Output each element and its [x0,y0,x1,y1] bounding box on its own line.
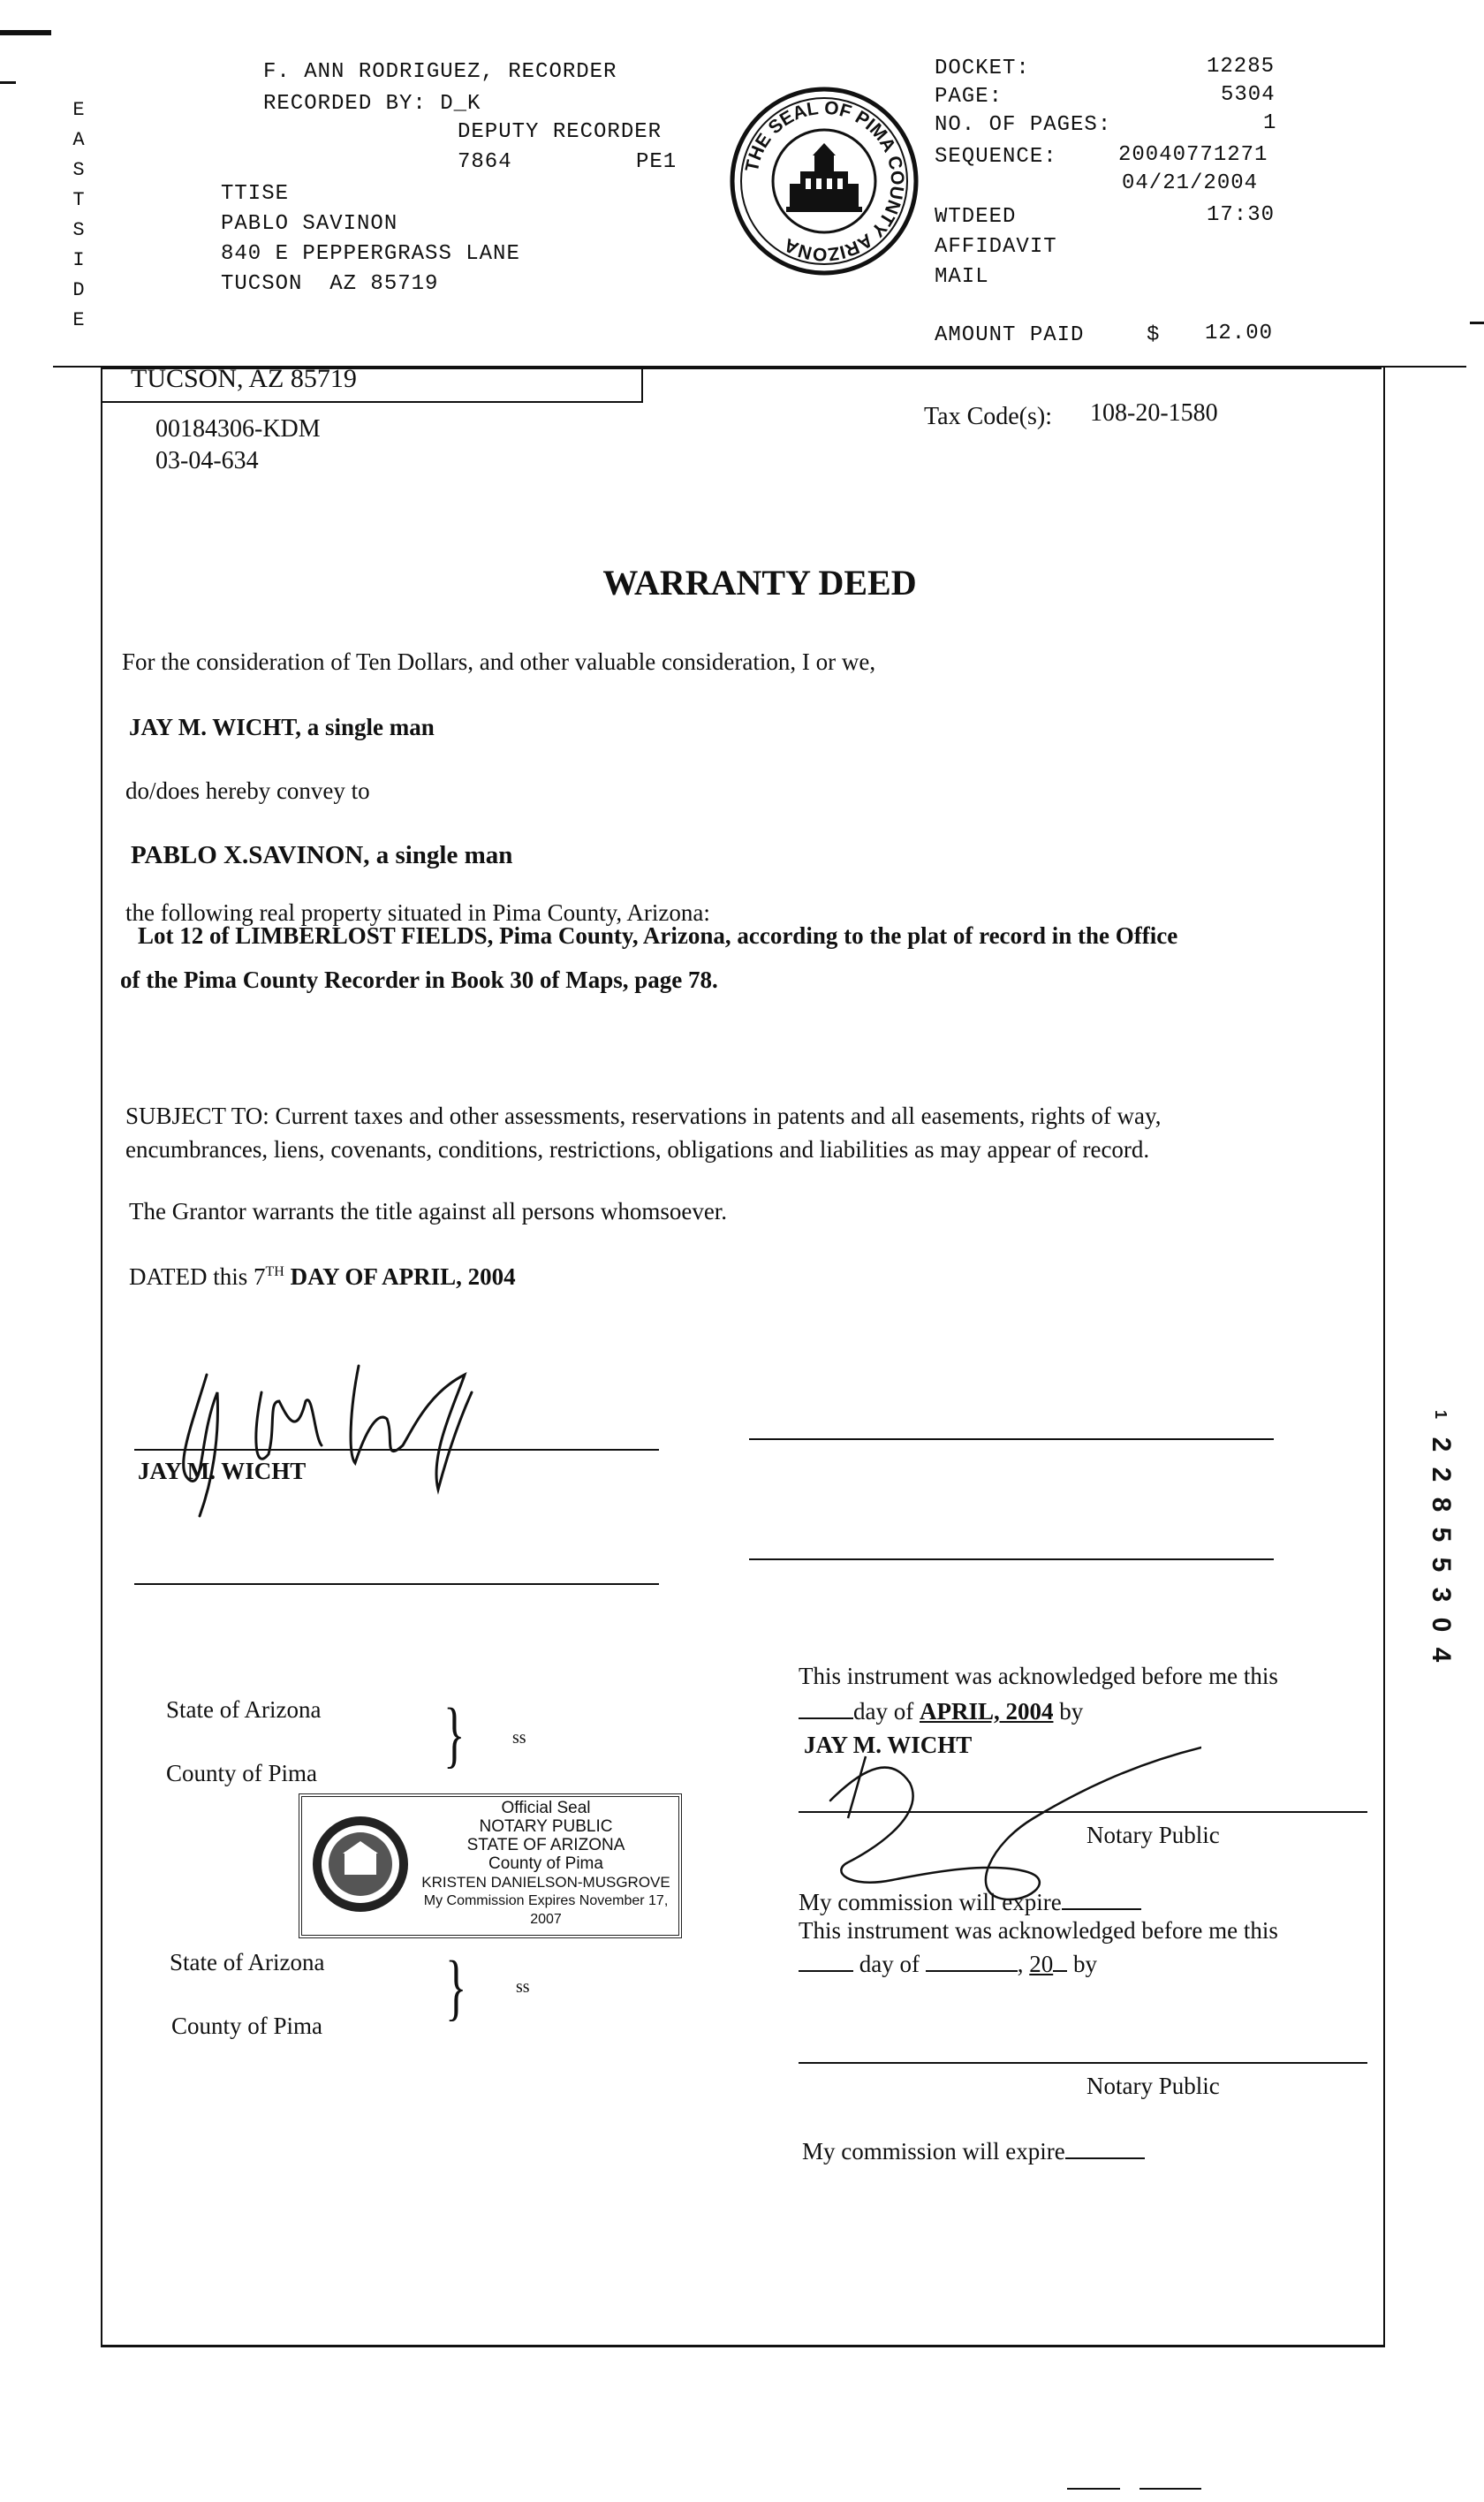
consideration-text: For the consideration of Ten Dollars, and other valuable consideration, I or we, [122,648,876,675]
stamp-lines [417,1799,675,1929]
ack-day-label: day of [853,1698,914,1725]
venue-brace-2: } [445,1946,467,2028]
commission-expire-2 [802,2138,1145,2165]
stamp-line: County of Pima [488,1854,603,1873]
notary-signature-line [799,1811,1367,1813]
dated-line [129,1263,516,1291]
ack-day-line-2: day of , 20 by [799,1951,1097,1978]
stamp-line: STATE OF ARIZONA [466,1836,625,1854]
venue-ss: ss [512,1728,526,1748]
east-side-letter: D [72,279,85,301]
notary-stamp [299,1793,682,1938]
grantor: JAY M. WICHT, a single man [129,714,435,740]
venue-ss-2: ss [516,1977,530,1997]
east-side-letter: T [72,189,85,211]
side-code-digit: 2 [1427,1467,1456,1482]
side-code-digit: 8 [1427,1497,1456,1513]
record-time: 17:30 [1207,203,1276,227]
side-code-digit: 5 [1427,1557,1456,1573]
pages-value: 1 [1263,111,1277,135]
venue-state: State of Arizona [166,1696,322,1723]
subject-to-line: SUBJECT TO: Current taxes and other assessments, reservations in patents and all easements, rights of way, [125,1103,1162,1129]
notary-public-label-2: Notary Public [1086,2073,1220,2099]
grantor-printed-name: JAY M. WICHT [138,1458,307,1484]
deed-title: WARRANTY DEED [602,563,917,603]
side-code-digit: 2 [1427,1437,1456,1452]
scan-mark [1140,2488,1201,2490]
reference-number: 03-04-634 [155,447,259,474]
sequence-value: 20040771271 [1118,143,1268,167]
affidavit-label: AFFIDAVIT [935,235,1057,259]
docket-label: DOCKET: [935,57,1030,80]
recorder-name: F. ANN RODRIGUEZ, RECORDER [263,60,617,84]
record-date: 04/21/2004 [1122,171,1259,195]
east-side-letter: E [72,309,85,331]
commission-label-2: My commission will expire [802,2138,1065,2165]
grantee: PABLO X.SAVINON, a single man [131,841,513,869]
mail-label: MAIL [935,265,989,289]
dated-suffix: TH [265,1264,284,1279]
ack-day-line [799,1696,1083,1725]
sequence-label: SEQUENCE: [935,145,1057,169]
deputy-code: 7864 [458,150,512,174]
east-side-letter: E [72,99,85,121]
notary-public-label: Notary Public [1086,1822,1220,1848]
notary-signature-line-2 [799,2062,1367,2064]
venue-county: County of Pima [166,1760,318,1786]
stamp-line: NOTARY PUBLIC [479,1817,613,1836]
side-code-digit: 5 [1427,1527,1456,1543]
warranty-clause: The Grantor warrants the title against all persons whomsoever. [129,1198,728,1224]
legal-description-line: of the Pima County Recorder in Book 30 of Maps, page 78. [120,967,718,993]
signature-line-4 [749,1558,1274,1560]
recorded-by: RECORDED BY: D_K [263,92,481,116]
legal-description-line: Lot 12 of LIMBERLOST FIELDS, Pima County, Arizona, according to the plat of record in the Office [138,922,1178,949]
return-line: 840 E PEPPERGRASS LANE [221,242,520,266]
pe-code: PE1 [636,150,678,174]
convey-text: do/does hereby convey to [125,777,370,804]
escrow-number: 00184306-KDM [155,415,321,443]
east-side-letter: A [72,129,85,151]
margin-tick [1470,322,1484,324]
doc-type: WTDEED [935,205,1017,229]
commission-expire [799,1889,1141,1916]
side-code-digit: 3 [1427,1587,1456,1603]
arizona-seal-icon [309,1802,413,1926]
subject-to-line: encumbrances, liens, covenants, conditions, restrictions, obligations and liabilities as may appear of record. [125,1136,1150,1163]
ack-signer: JAY M. WICHT [804,1732,973,1758]
seal-building-icon [786,143,862,212]
east-side-letter: S [72,219,85,241]
grantor-signature-line [134,1449,659,1451]
scan-mark [1067,2488,1120,2490]
currency-symbol: $ [1147,323,1161,347]
ack-by-2: by [1072,1951,1097,1977]
side-code-digit: 4 [1427,1647,1456,1663]
tax-code-label: Tax Code(s): [924,403,1053,430]
east-side-label [65,95,92,336]
ack-statement: This instrument was acknowledged before me this [799,1663,1278,1689]
venue-county-2: County of Pima [171,2013,323,2039]
ack-by: by [1059,1698,1084,1725]
dated-prefix: DATED this 7 [129,1263,266,1290]
margin-mark [0,30,51,35]
page-value: 5304 [1221,83,1276,107]
east-side-letter: I [72,249,85,271]
commission-label: My commission will expire [799,1889,1062,1915]
return-line: PABLO SAVINON [221,212,398,236]
amount-label: AMOUNT PAID [935,323,1085,347]
dated-month: DAY OF APRIL, 2004 [284,1263,516,1290]
property-intro: the following real property situated in Pima County, Arizona: [125,899,710,926]
side-recording-code [1427,1399,1454,1670]
ack-month: APRIL, 2004 [919,1698,1054,1725]
grantor-signature [164,1339,535,1525]
return-line: TTISE [221,182,290,206]
stamp-line: KRISTEN DANIELSON-MUSGROVE [421,1874,670,1891]
ack-statement-2: This instrument was acknowledged before me this [799,1917,1278,1944]
recording-header [0,0,1484,371]
ack-day-label-2: day of [859,1951,920,1977]
ack-year-2: 20 [1029,1951,1054,1977]
tax-code-value: 108-20-1580 [1090,399,1218,427]
stamp-line: Official Seal [501,1799,591,1817]
amount-value: 12.00 [1205,322,1274,345]
return-line: TUCSON AZ 85719 [221,272,439,296]
venue-state-2: State of Arizona [170,1949,325,1975]
stamp-line: My Commission Expires November 17, 2007 [423,1893,669,1927]
margin-tick [0,81,16,84]
signature-line-3 [134,1583,659,1585]
page-label: PAGE: [935,85,1003,109]
pima-county-seal [728,85,920,277]
mailing-address: TUCSON, AZ 85719 [131,364,357,393]
seal-text: THE SEAL OF PIMA COUNTY ARIZONA [741,97,908,265]
docket-value: 12285 [1207,55,1276,79]
pages-label: NO. OF PAGES: [935,113,1112,137]
side-code-digit: 1 [1432,1409,1450,1419]
deputy-recorder: DEPUTY RECORDER [458,120,662,144]
side-code-digit: 0 [1427,1617,1456,1633]
venue-brace: } [443,1694,466,1776]
signature-line-2 [749,1438,1274,1440]
east-side-letter: S [72,159,85,181]
